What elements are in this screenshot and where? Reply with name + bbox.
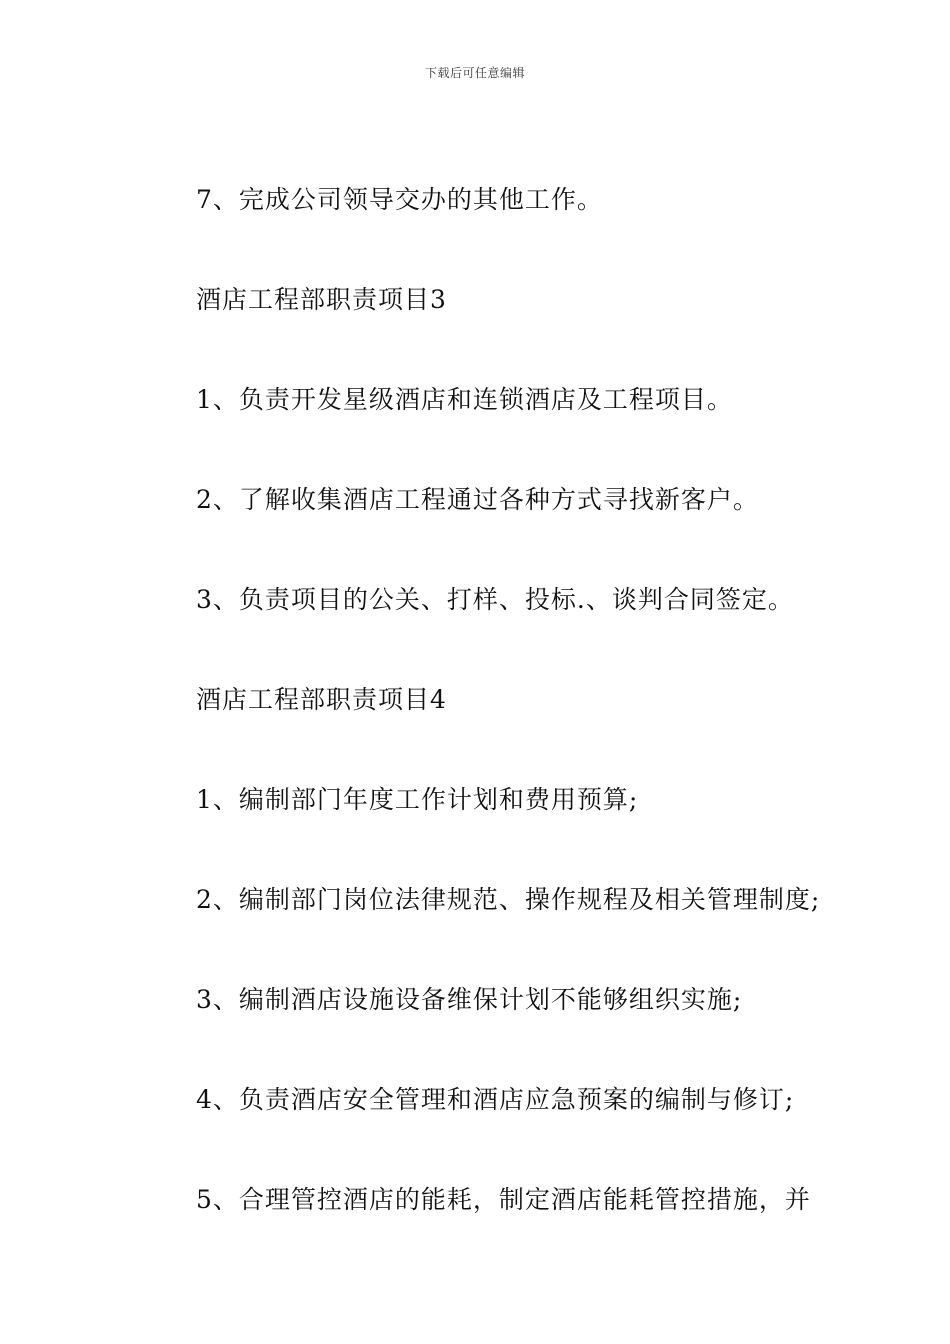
page-header-note: 下载后可任意编辑 [424, 66, 525, 80]
list-item: 1、编制部门年度工作计划和费用预算; [196, 785, 639, 814]
section-heading-4: 酒店工程部职责项目4 [196, 685, 447, 714]
list-item: 3、编制酒店设施设备维保计划不能够组织实施; [196, 985, 743, 1014]
list-item: 2、编制部门岗位法律规范、操作规程及相关管理制度; [196, 885, 821, 914]
list-item: 3、负责项目的公关、打样、投标.、谈判合同签定。 [196, 585, 794, 614]
list-item: 2、了解收集酒店工程通过各种方式寻找新客户。 [196, 485, 759, 514]
section-heading-3: 酒店工程部职责项目3 [196, 285, 447, 314]
list-item: 5、合理管控酒店的能耗，制定酒店能耗管控措施，并 [196, 1185, 811, 1214]
list-item: 4、负责酒店安全管理和酒店应急预案的编制与修订; [196, 1085, 795, 1114]
list-item-complete-other-work: 7、完成公司领导交办的其他工作。 [196, 185, 603, 214]
list-item: 1、负责开发星级酒店和连锁酒店及工程项目。 [196, 385, 733, 414]
document-body [196, 176, 836, 1276]
